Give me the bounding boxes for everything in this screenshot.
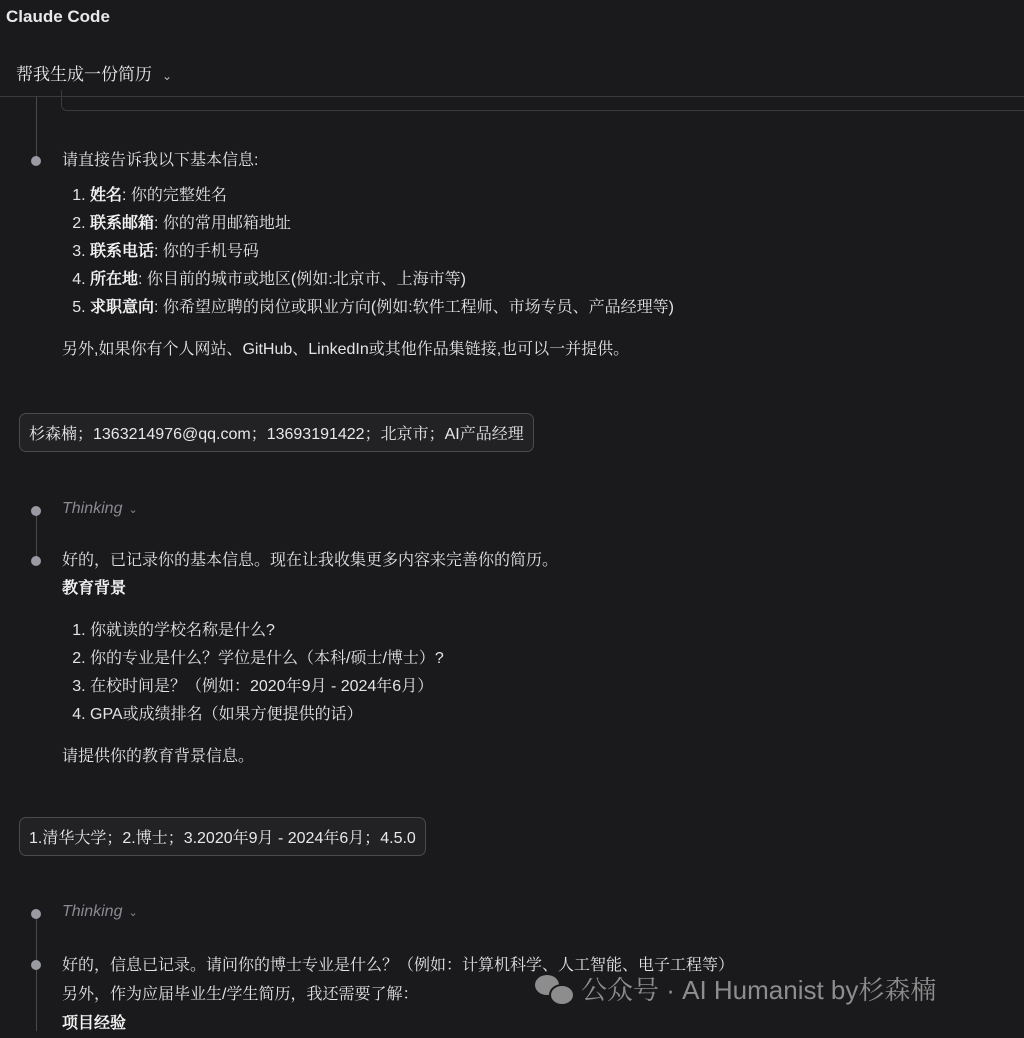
thinking-label: Thinking	[62, 903, 123, 920]
message-text: 好的，信息已记录。请问你的博士专业是什么？（例如：计算机科学、人工智能、电子工程等）	[62, 957, 735, 974]
list-item: 4. 所在地: 你目前的城市或地区(例如:北京市、上海市等)	[90, 266, 674, 294]
chevron-down-icon: ⌄	[128, 504, 138, 516]
message-text: 另外,如果你有个人网站、GitHub、LinkedIn或其他作品集链接,也可以一并提供。	[62, 341, 630, 358]
watermark-text: 公众号 · AI Humanist by杉森楠	[581, 975, 937, 1005]
watermark	[535, 970, 936, 1007]
assistant-message	[62, 547, 558, 771]
timeline-line	[36, 97, 37, 160]
thinking-toggle[interactable]	[62, 500, 138, 518]
timeline-line	[36, 914, 37, 1031]
thinking-toggle[interactable]	[62, 903, 138, 921]
previous-message-box	[61, 90, 1024, 111]
message-text: 好的，已记录你的基本信息。现在让我收集更多内容来完善你的简历。	[62, 552, 559, 569]
section-heading: 项目经验	[62, 1015, 127, 1032]
assistant-message	[62, 147, 674, 364]
list-item: 3. 联系电话: 你的手机号码	[90, 238, 674, 266]
timeline-dot	[31, 556, 41, 566]
timeline-dot	[31, 156, 41, 166]
list-item: 1. 你就读的学校名称是什么?	[90, 617, 558, 645]
chevron-down-icon: ⌄	[162, 69, 173, 83]
section-heading: 教育背景	[62, 580, 127, 597]
timeline-dot	[31, 909, 41, 919]
list-item: 3. 在校时间是？（例如：2020年9月 - 2024年6月）	[90, 673, 558, 701]
conversation-title-dropdown[interactable]	[16, 60, 172, 85]
user-message: 1.清华大学；2.博士；3.2020年9月 - 2024年6月；4.5.0	[19, 817, 426, 856]
user-message: 杉森楠；1363214976@qq.com；13693191422；北京市；AI产品经理	[19, 413, 534, 452]
list-item: 4. GPA或成绩排名（如果方便提供的话）	[90, 701, 558, 729]
timeline-dot	[31, 506, 41, 516]
conversation-title: 帮我生成一份简历	[16, 65, 152, 84]
list-item: 2. 你的专业是什么？学位是什么（本科/硕士/博士）?	[90, 645, 558, 673]
chevron-down-icon: ⌄	[128, 907, 138, 919]
timeline-dot	[31, 960, 41, 970]
message-text: 另外，作为应届毕业生/学生简历，我还需要了解：	[62, 986, 419, 1003]
list-item: 2. 联系邮箱: 你的常用邮箱地址	[90, 210, 674, 238]
thinking-label: Thinking	[62, 500, 123, 517]
info-list	[62, 182, 674, 322]
message-text: 请提供你的教育背景信息。	[62, 748, 255, 765]
list-item: 1. 姓名: 你的完整姓名	[90, 182, 674, 210]
wechat-icon	[535, 975, 573, 1003]
question-list	[62, 617, 558, 729]
list-item: 5. 求职意向: 你希望应聘的岗位或职业方向(例如:软件工程师、市场专员、产品经理等)	[90, 294, 674, 322]
message-text: 请直接告诉我以下基本信息:	[62, 152, 259, 169]
app-title: Claude Code	[6, 7, 110, 26]
